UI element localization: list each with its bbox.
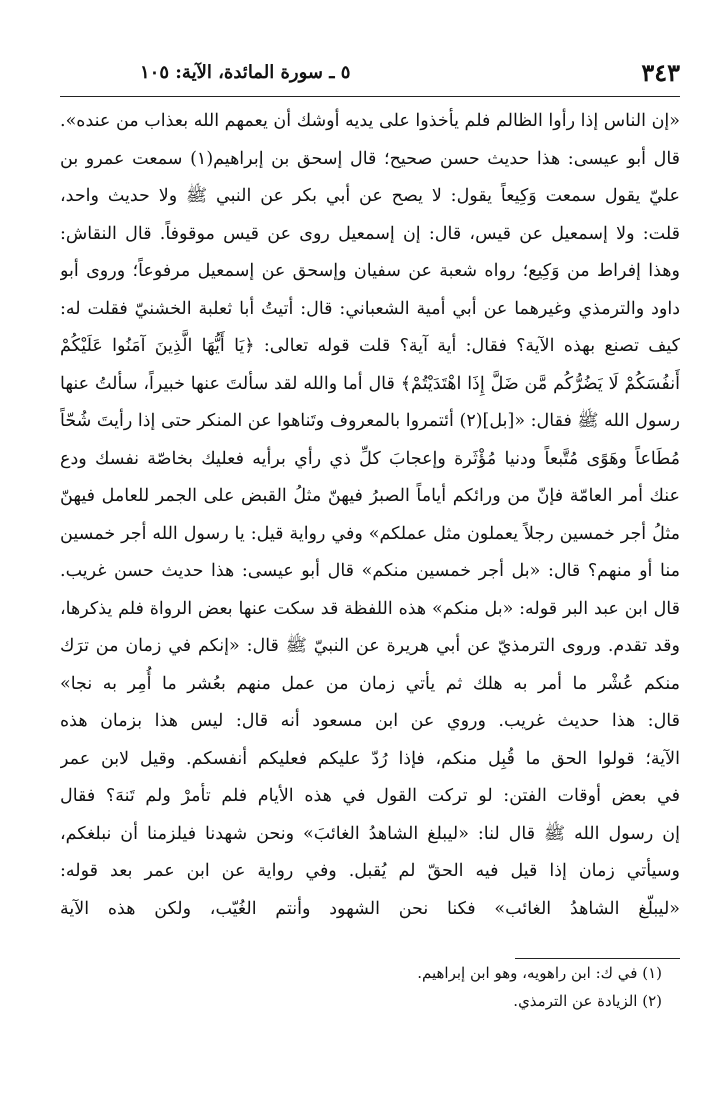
body-text bbox=[60, 103, 680, 928]
text-line: قلت: ولا إسمعيل عن قيس، قال: إن إسمعيل روى عن قيس موقوفاً. قال النقاش: bbox=[60, 223, 680, 244]
text-line: مُطَاعاً وهَوًى مُتَّبعاً ودنيا مُؤْثَرة وإعجابَ كلِّ ذي رأي برأيه فعليك بخاصّة نفسك ودع bbox=[60, 448, 680, 469]
text-line: قال: هذا حديث غريب. وروي عن ابن مسعود أنه قال: ليس هذا بزمان هذه bbox=[60, 711, 680, 731]
text-line: كيف تصنع بهذه الآية؟ فقال: أية آية؟ قلت قوله تعالى: ﴿يَا أَيُّهَا الَّذِينَ آمَنُوا عَلَيْكُمْ bbox=[60, 336, 680, 356]
footnote-1: (١) في ك: ابن راهويه، وهو ابن إبراهيم. bbox=[417, 964, 662, 982]
text-line: عنك أمر العامّة فإنّ من ورائكم أياماً الصبرُ فيهنّ مثلُ القبض على الجمر للعامل فيهنّ bbox=[60, 486, 680, 506]
footnotes bbox=[60, 958, 680, 1015]
text-line: مثلُ أجر خمسين رجلاً يعملون مثل عملكم» وفي رواية قيل: يا رسول الله أجر خمسين bbox=[60, 523, 680, 544]
text-line: منا أو منهم؟ قال: «بل أجر خمسين منكم» قال أبو عيسى: هذا حديث حسن غريب. bbox=[60, 561, 680, 581]
text-line: وهذا إفراط من وَكِيع؛ رواه شعبة عن سفيان وإسحق عن إسمعيل مرفوعاً؛ وروى أبو bbox=[60, 261, 680, 281]
text-line: قال ابن عبد البر قوله: «بل منكم» هذه اللفظة قد سكت عنها بعض الرواة فلم يذكرها، bbox=[60, 598, 680, 619]
text-line: الآية؛ قولوا الحق ما قُبِل منكم، فإذا رُدّ عليكم فعليكم أنفسكم. وقيل لابن عمر bbox=[60, 748, 680, 769]
text-line: «ليبلّغ الشاهدُ الغائب» فكنا نحن الشهود وأنتم الغُيّب، ولكن هذه الآية bbox=[60, 898, 680, 919]
text-line: رسول الله ﷺ فقال: «[بل](٢) أئتمروا بالمعروف وتَناهوا عن المنكر حتى إذا رأيتَ شُحّاً bbox=[60, 411, 680, 431]
text-line: في بعض أوقات الفتن: لو تركت القول في هذه الأيام فلم تأمرْ ولم تَنهَ؟ فقال bbox=[60, 786, 680, 806]
text-line: منكم عُشْر ما أمر به هلك ثم يأتي زمان من عمل منهم بعُشر ما أُمِر به نجا» bbox=[60, 673, 680, 694]
text-line: عليّ يقول سمعت وَكِيعاً يقول: لا يصح عن أبي بكر عن النبي ﷺ ولا حديث واحد، bbox=[60, 186, 680, 206]
text-line: وقد تقدم. وروى الترمذيّ عن أبي هريرة عن النبيّ ﷺ قال: «إنكم في زمان من ترَك bbox=[60, 636, 680, 656]
page bbox=[60, 52, 680, 928]
running-title: ٥ ـ سورة المائدة، الآية: ١٠٥ bbox=[140, 61, 351, 83]
text-line: أَنفُسَكُمْ لَا يَضُرُّكُم مَّن ضَلَّ إِذَا اهْتَدَيْتُمْ﴾ قال أما والله لقد سألتَ عنها خبيراً، سألتُ عنها bbox=[60, 373, 680, 394]
text-line: إن رسول الله ﷺ قال لنا: «ليبلغ الشاهدُ الغائبَ» ونحن شهدنا فيلزمنا أن نبلغكم، bbox=[60, 823, 680, 844]
text-line: داود والترمذي وغيرهما عن أبي أمية الشعباني: قال: أتيتُ أبا ثعلبة الخشنيّ فقلت له: bbox=[60, 298, 680, 319]
text-line: قال أبو عيسى: هذا حديث حسن صحيح؛ قال إسحق بن إبراهيم(١) سمعت عمرو بن bbox=[60, 148, 680, 169]
footnote-2: (٢) الزيادة عن الترمذي. bbox=[513, 992, 662, 1010]
text-line: «إن الناس إذا رأوا الظالم فلم يأخذوا على يديه أوشك أن يعمهم الله بعذاب من عنده». bbox=[60, 111, 680, 131]
page-header bbox=[60, 52, 680, 97]
page-number: ٣٤٣ bbox=[641, 57, 680, 87]
text-line: وسيأتي زمان إذا قيل فيه الحقّ لم يُقبل. وفي رواية عن ابن عمر بعد قوله: bbox=[60, 861, 680, 881]
